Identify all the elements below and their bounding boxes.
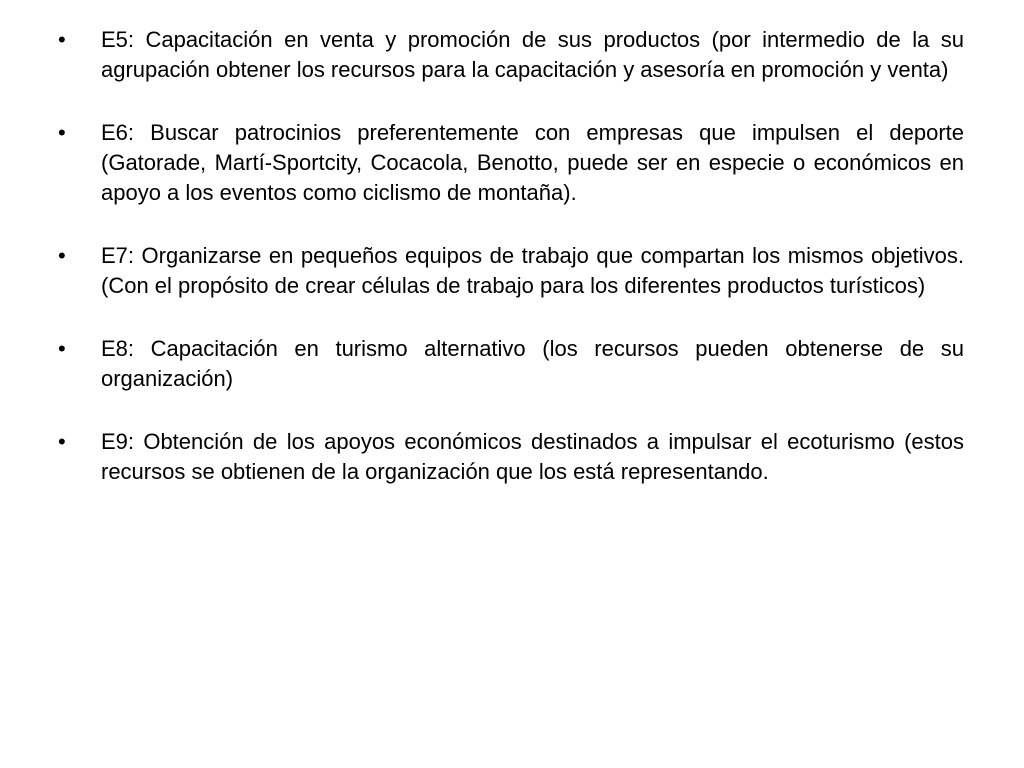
bullet-item-e8	[58, 334, 964, 394]
bullet-icon: •	[58, 120, 66, 145]
bullet-text: E5: Capacitación en venta y promoción de sus productos (por intermedio de la su agrupación obtener los recursos para la capacitación y asesoría en promoción y venta)	[101, 27, 964, 82]
bullet-list	[58, 25, 964, 520]
bullet-text: E8: Capacitación en turismo alternativo (los recursos pueden obtenerse de su organización)	[101, 336, 964, 391]
bullet-text: E6: Buscar patrocinios preferentemente con empresas que impulsen el deporte (Gatorade, Martí-Sportcity, Cocacola, Benotto, puede ser en especie o económicos en apoyo a los eventos como ciclismo de montaña).	[101, 120, 964, 205]
bullet-item-e5	[58, 25, 964, 85]
bullet-item-e9	[58, 427, 964, 487]
bullet-icon: •	[58, 27, 66, 52]
bullet-icon: •	[58, 429, 66, 454]
bullet-item-e6	[58, 118, 964, 208]
bullet-icon: •	[58, 243, 66, 268]
bullet-item-e7	[58, 241, 964, 301]
bullet-icon: •	[58, 336, 66, 361]
bullet-text: E7: Organizarse en pequeños equipos de trabajo que compartan los mismos objetivos.(Con el propósito de crear células de trabajo para los diferentes productos turísticos)	[101, 243, 964, 298]
bullet-text: E9: Obtención de los apoyos económicos destinados a impulsar el ecoturismo (estos recursos se obtienen de la organización que los está representando.	[101, 429, 964, 484]
